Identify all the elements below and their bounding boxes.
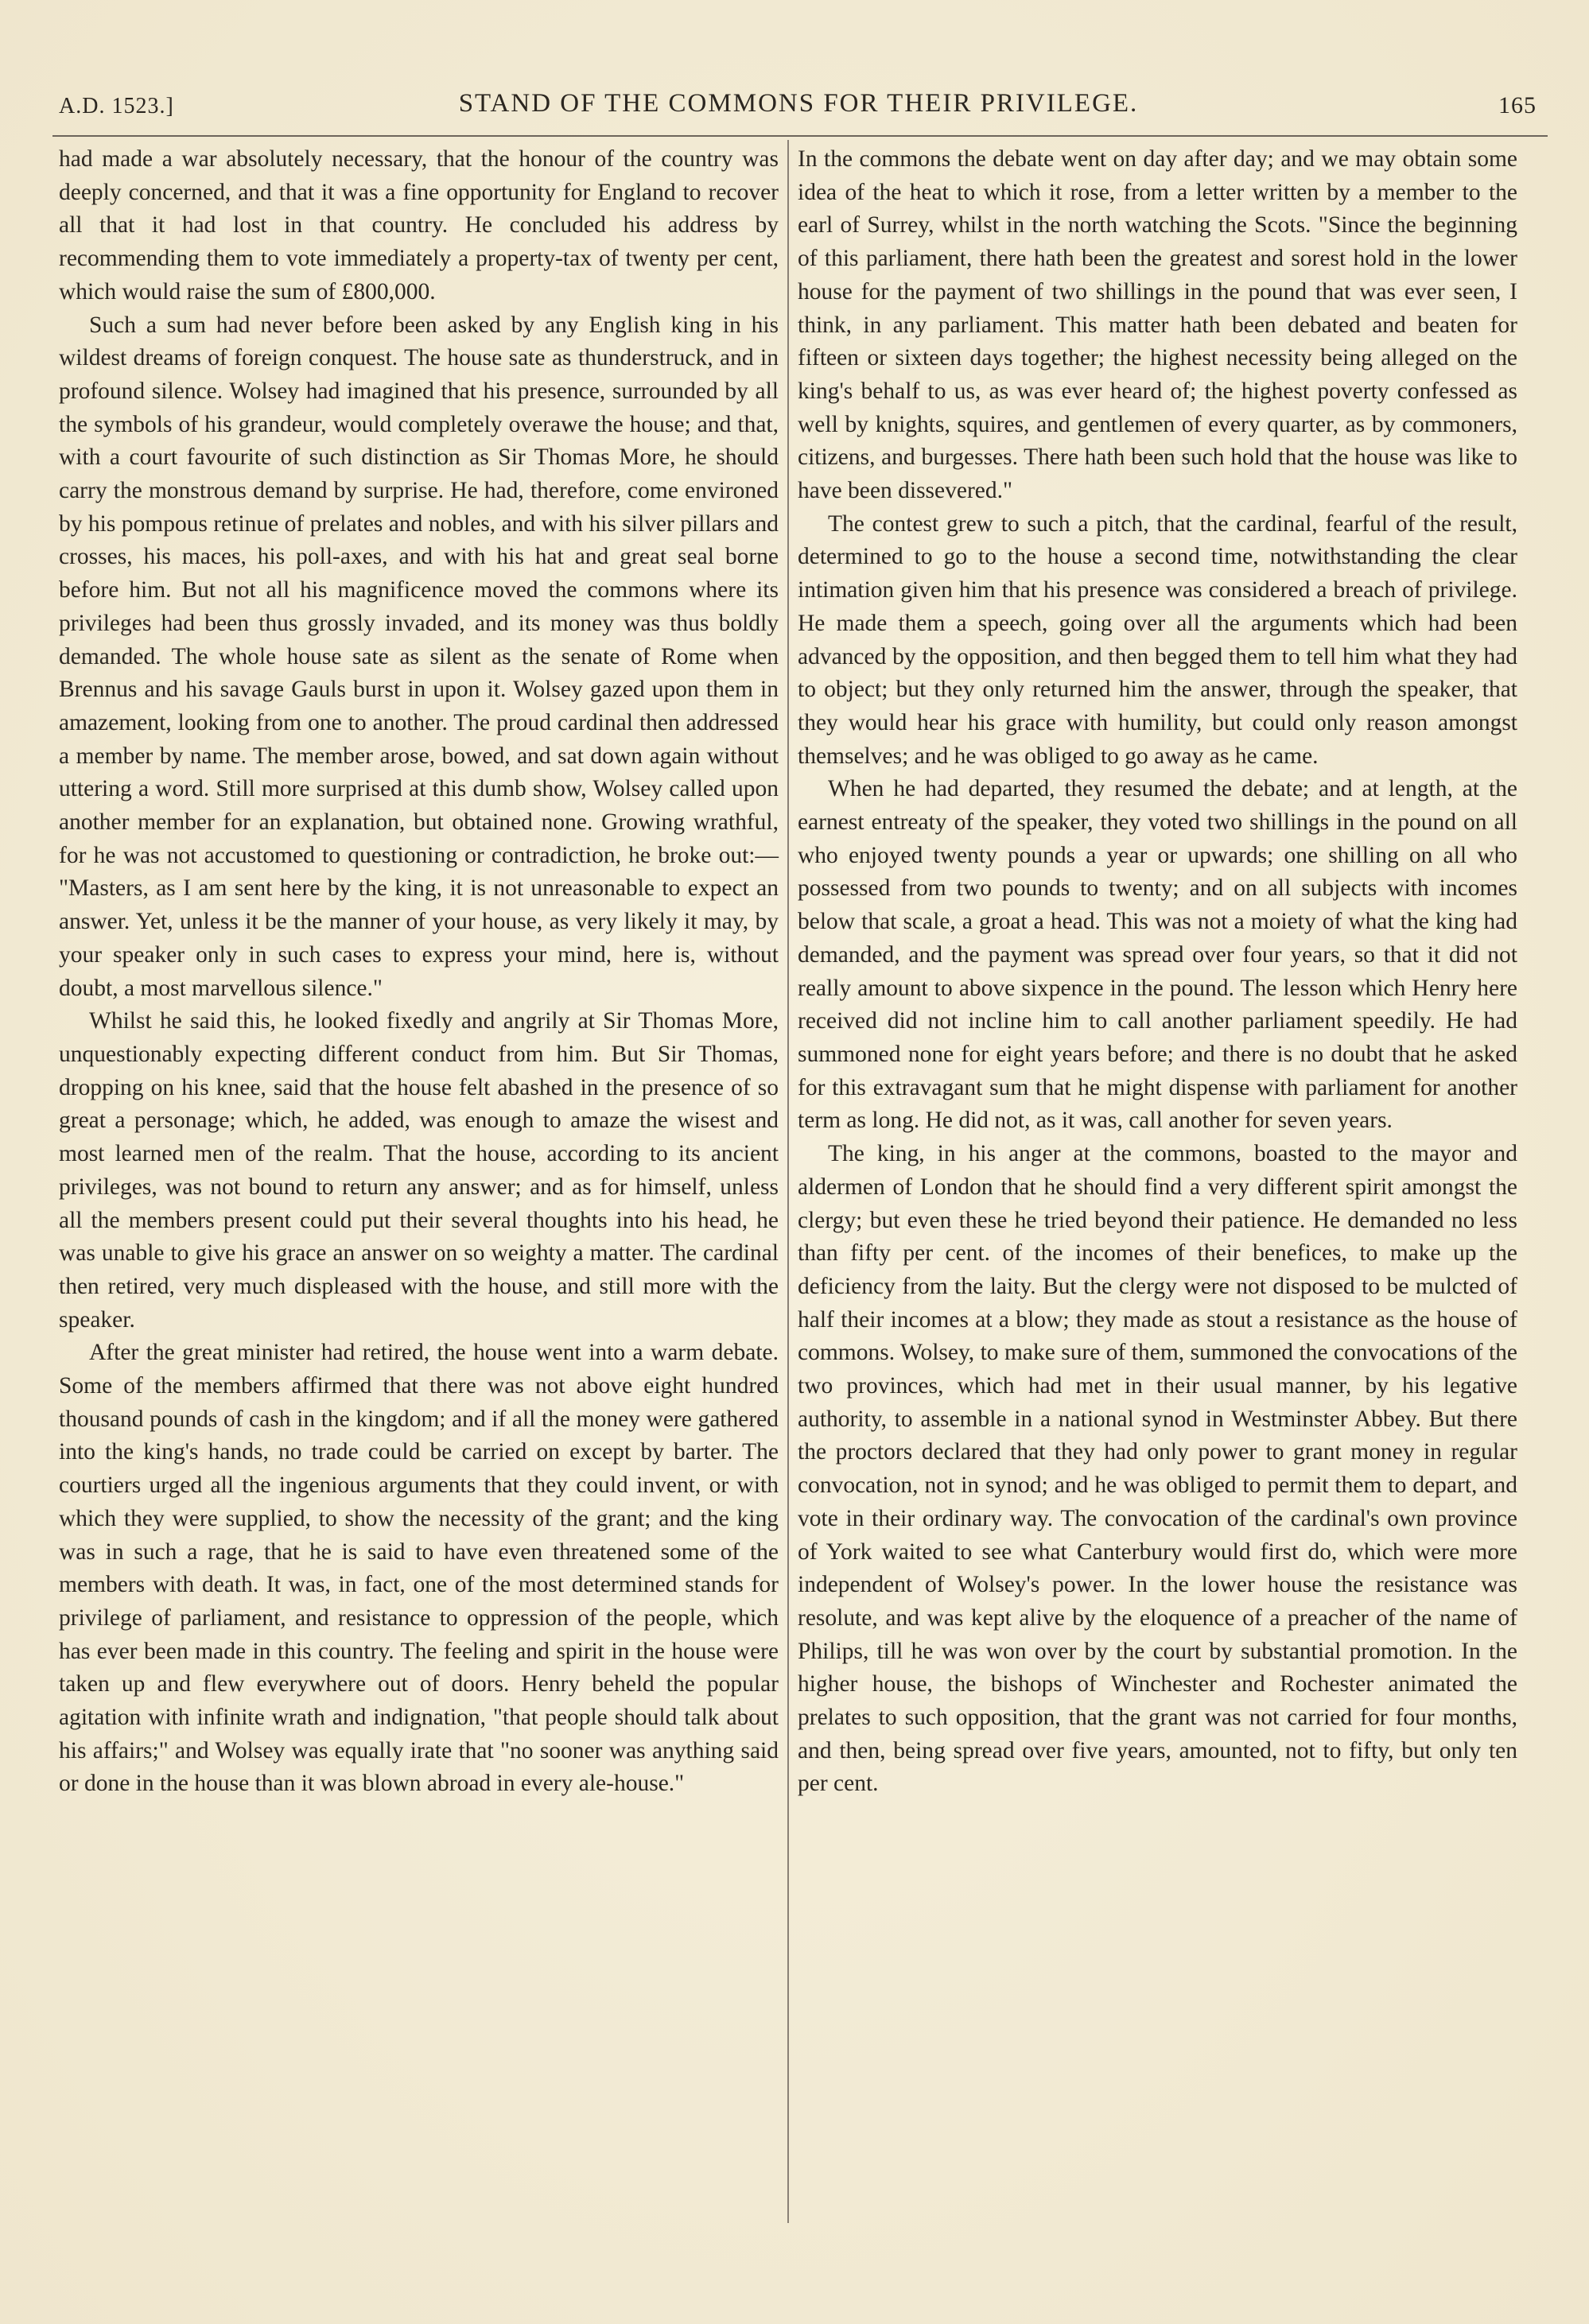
left-column xyxy=(59,143,779,1801)
paragraph: The king, in his anger at the commons, boasted to the mayor and aldermen of London that he should find a very different spirit amongst the clergy; but even these he tried beyond their patience. He demanded no less than fifty per cent. of the incomes of their benefices, to make up the deficiency from the laity. But the clergy were not disposed to be mulcted of half their incomes at a blow; they made as stout a resistance as the house of commons. Wolsey, to make sure of them, summoned the convocations of the two provinces, which had met in their usual manner, by his legative authority, to assemble in a national synod in Westminster Abbey. But there the proctors declared that they had only power to grant money in regular convocation, not in synod; and he was obliged to permit them to depart, and vote in their ordinary way. The convocation of the cardinal's own province of York waited to see what Canterbury would first do, which were more independent of Wolsey's power. In the lower house the resistance was resolute, and was kept alive by the eloquence of a preacher of the name of Philips, till he was won over by the court by substantial promotion. In the higher house, the bishops of Winchester and Rochester animated the prelates to such opposition, that the grant was not carried for four months, and then, being spread over five years, amounted, not to fifty, but only ten per cent. xyxy=(798,1141,1517,1797)
right-column xyxy=(798,143,1517,1801)
header-rule xyxy=(52,135,1548,137)
running-head-title: STAND OF THE COMMONS FOR THEIR PRIVILEGE. xyxy=(458,89,1139,118)
running-head xyxy=(52,89,1544,129)
paragraph: Whilst he said this, he looked fixedly and angrily at Sir Thomas More, unquestionably expecting different conduct from him. But Sir Thomas, dropping on his knee, said that the house felt abashed in the presence of so great a personage; which, he added, was enough to amaze the wisest and most learned men of the realm. That the house, according to its ancient privileges, was not bound to return any answer; and as for himself, unless all the members present could put their several thoughts into his head, he was unable to give his grace an answer on so weighty a matter. The cardinal then retired, very much displeased with the house, and still more with the speaker. xyxy=(59,1008,779,1333)
paragraph: The contest grew to such a pitch, that the cardinal, fearful of the result, determined to go to the house a second time, notwithstanding the clear intimation given him that his presence was considered a breach of privilege. He made them a speech, going over all the arguments which had been advanced by the opposition, and then begged them to tell him what they had to object; but they only returned him the answer, through the speaker, that they would hear his grace with humility, but could only reason amongst themselves; and he was obliged to go away as he came. xyxy=(798,510,1517,769)
paragraph: After the great minister had retired, the house went into a warm debate. Some of the members affirmed that there was not above eight hundred thousand pounds of cash in the kingdom; and if all the money were gathered into the king's hands, no trade could be carried on except by barter. The courtiers urged all the ingenious arguments that they could invent, or with which they were supplied, to show the necessity of the grant; and the king was in such a rage, that he is said to have even threatened some of the members with death. It was, in fact, one of the most determined stands for privilege of parliament, and resistance to oppression of the people, which has ever been made in this country. The feeling and spirit in the house were taken up and flew everywhere out of doors. Henry beheld the popular agitation with infinite wrath and indignation, "that people should talk about his affairs;" and Wolsey was equally irate that "no sooner was anything said or done in the house than it was blown abroad in every ale-house." xyxy=(59,1340,779,1797)
column-divider xyxy=(787,140,789,2223)
paragraph: had made a war absolutely necessary, that the honour of the country was deeply concerned, and that it was a fine opportunity for England to recover all that it had lost in that country. He concluded his address by recommending them to vote immediately a property-tax of twenty per cent, which would raise the sum of £800,000. xyxy=(59,146,779,305)
paragraph: Such a sum had never before been asked by any English king in his wildest dreams of foreign conquest. The house sate as thunderstruck, and in profound silence. Wolsey had imagined that his presence, surrounded by all the symbols of his grandeur, would completely overawe the house; and that, with a court favourite of such distinction as Sir Thomas More, he should carry the monstrous demand by surprise. He had, therefore, come environed by his pompous retinue of prelates and nobles, and with his silver pillars and crosses, his maces, his poll-axes, and with his hat and great seal borne before him. But not all his magnificence moved the commons where its privileges had been thus grossly invaded, and its money was thus boldly demanded. The whole house sate as silent as the senate of Rome when Brennus and his savage Gauls burst in upon it. Wolsey gazed upon them in amazement, looking from one to another. The proud cardinal then addressed a member by name. The member arose, bowed, and sat down again without uttering a word. Still more surprised at this dumb show, Wolsey called upon another member for an explanation, but obtained none. Growing wrathful, for he was not accustomed to questioning or contradiction, he broke out:— "Masters, as I am sent here by the king, it is not unreasonable to expect an answer. Yet, unless it be the manner of your house, as very likely it may, by your speaker only in such cases to express your mind, here is, without doubt, a most marvellous silence." xyxy=(59,312,779,1001)
running-head-date: A.D. 1523.] xyxy=(59,94,174,118)
paragraph: When he had departed, they resumed the debate; and at length, at the earnest entreaty of the speaker, they voted two shillings in the pound on all who enjoyed twenty pounds a year or upwards; one shilling on all who possessed from two pounds to twenty; and on all subjects with incomes below that scale, a groat a head. This was not a moiety of what the king had demanded, and the payment was spread over four years, so that it did not really amount to above sixpence in the pound. The lesson which Henry here received did not incline him to call another parliament speedily. He had summoned none for eight years before; and there is no doubt that he asked for this extravagant sum that he might dispense with parliament for another term as long. He did not, as it was, call another for seven years. xyxy=(798,776,1517,1134)
paragraph: In the commons the debate went on day after day; and we may obtain some idea of the heat to which it rose, from a letter written by a member to the earl of Surrey, whilst in the north watching the Scots. "Since the beginning of this parliament, there hath been the greatest and sorest hold in the lower house for the payment of two shillings in the pound that was ever seen, I think, in any parliament. This matter hath been debated and beaten for fifteen or sixteen days together; the highest necessity being alleged on the king's behalf to us, as was ever heard of; the highest poverty confessed as well by knights, squires, and gentlemen of every quarter, as by commoners, citizens, and burgesses. There hath been such hold that the house was like to have been dissevered." xyxy=(798,146,1517,504)
page-number: 165 xyxy=(1498,92,1537,118)
